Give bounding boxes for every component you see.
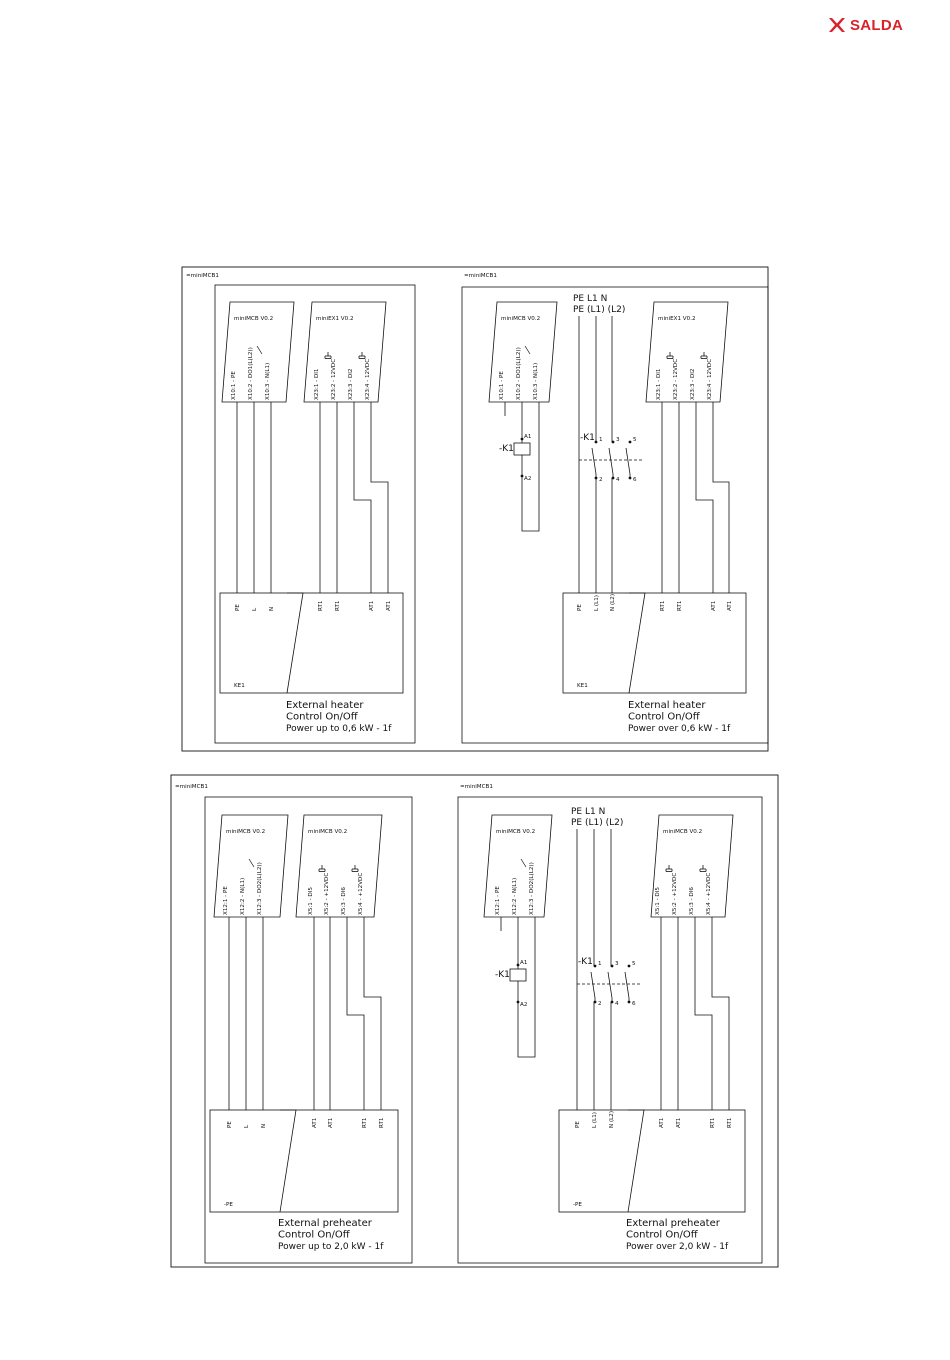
heater-split [280,1110,296,1212]
contact-blade [591,972,595,998]
contact-blade [609,448,613,474]
heater-id: KE1 [234,683,245,689]
contact-dot [628,965,631,968]
extension-pin-label: X23:1 - DI1 [656,368,662,400]
heater-terminal-label: N [261,1123,267,1128]
controller-pin-label: X12:2 - N(L1) [240,877,246,915]
contact-blade [626,448,630,474]
input-coil-symbol [352,865,358,872]
heater-terminal-label: N (L2) [610,593,616,611]
wiring-diagram-2 [462,273,768,743]
heater-terminal-label: AT1 [312,1117,318,1128]
heater-terminal-label: AT1 [727,600,733,611]
signal-wire [364,917,381,1110]
contact-label: 3 [615,961,619,967]
extension-pin-label: X5:2 - +12VDC [324,872,330,915]
output-contact [257,346,262,354]
output-contact [521,859,526,867]
caption-line: Control On/Off [278,1229,350,1241]
input-coil-symbol [701,352,707,359]
heater-terminal-label: RT1 [318,600,324,611]
input-coil-symbol [325,352,331,359]
heater-id: -PE [224,1202,233,1208]
extension-pin-label: X23:3 - DI2 [348,368,354,400]
heater-terminal-label: PE [577,604,583,611]
heater-terminal-label: AT1 [386,600,392,611]
controller-pin-label: X12:2 - N(L1) [512,877,518,915]
diagram-border [215,285,415,743]
caption-line: External preheater [626,1218,720,1229]
heater-terminal-label: AT1 [659,1117,665,1128]
heater-terminal-label: L (L1) [592,1112,598,1128]
wiring-diagram-3 [175,784,412,1263]
heater-terminal-label: PE [227,1121,233,1128]
heater-split [287,593,303,693]
extension-pin-label: X23:4 - 12VDC [707,358,713,400]
frame-label: =miniMCB1 [186,273,219,279]
extension-pin-label: X23:1 - DI1 [314,368,320,400]
diagram-border [458,797,762,1263]
extension-pin-label: X5:3 - DI6 [689,887,695,915]
relay-coil [510,969,526,981]
coil-terminal-label: A2 [524,476,532,482]
coil-terminal [521,438,524,441]
controller-pin-label: X10:1 - PE [499,371,505,400]
extension-pin-label: X23:4 - 12VDC [365,358,371,400]
brand-name: SALDA [850,16,904,34]
contact-label: 4 [615,1001,619,1007]
contact-label: 5 [632,961,636,967]
diagram-border [462,287,768,743]
contactor-name: -K1 [578,957,593,967]
caption-line: External preheater [278,1218,372,1229]
controller-pin-label: X12:1 - PE [495,886,501,915]
heater-terminal-label: N (L2) [609,1110,615,1128]
output-contact [525,346,530,354]
controller-pin-label: X10:2 - DO1(L(L2)) [248,347,254,400]
coil-return-wire [518,917,535,1057]
input-coil-symbol [319,865,325,872]
caption-line: External heater [628,700,706,711]
heater-block [559,1110,745,1212]
contact-label: 6 [632,1001,636,1007]
heater-terminal-label: PE [575,1121,581,1128]
signal-wire [712,917,729,1110]
heater-terminal-label: N [269,606,275,611]
controller-pin-label: X12:1 - PE [223,886,229,915]
frame-label: =miniMCB1 [460,784,493,790]
controller-pin-label: X10:3 - N(L1) [265,362,271,400]
coil-terminal [517,964,520,967]
input-coil-symbol [666,865,672,872]
extension-name: miniEX1 V0.2 [316,316,354,322]
input-coil-symbol [667,352,673,359]
extension-pin-label: X23:2 - 12VDC [673,358,679,400]
controller-name: miniMCB V0.2 [234,316,274,322]
heater-terminal-label: RT1 [677,600,683,611]
caption-line: External heater [286,700,364,711]
extension-pin-label: X5:4 - +12VDC [358,872,364,915]
extension-name: miniMCB V0.2 [308,829,348,835]
heater-id: -PE [573,1202,582,1208]
heater-split [628,1110,644,1212]
heater-block [220,593,403,693]
signal-wire [696,402,713,593]
caption-line: Power up to 0,6 kW - 1f [286,724,392,734]
heater-terminal-label: AT1 [711,600,717,611]
extension-pin-label: X5:3 - DI6 [341,887,347,915]
contact-label: 1 [598,961,602,967]
contact-label: 2 [598,1001,602,1007]
heater-terminal-label: AT1 [369,600,375,611]
controller-pin-label: X10:1 - PE [231,371,237,400]
heater-terminal-label: RT1 [660,600,666,611]
frame-label: =miniMCB1 [175,784,208,790]
supply-label: PE L1 N [573,294,608,304]
contact-label: 6 [633,477,637,483]
relay-name: -K1 [495,970,510,980]
heater-terminal-label: RT1 [335,600,341,611]
supply-label: PE (L1) (L2) [573,305,626,315]
bottom-sheet-frame [171,775,778,1267]
controller-name: miniMCB V0.2 [501,316,541,322]
caption-line: Power up to 2,0 kW - 1f [278,1242,384,1252]
controller-pin-label: X12:3 - DO2(L(L2)) [257,862,263,915]
contact-label: 5 [633,437,637,443]
controller-pin-label: X10:3 - N(L1) [533,362,539,400]
caption-line: Power over 2,0 kW - 1f [626,1242,729,1252]
contact-label: 1 [599,437,603,443]
caption-line: Power over 0,6 kW - 1f [628,724,731,734]
controller-name: miniMCB V0.2 [226,829,266,835]
signal-wire [371,402,388,593]
input-coil-symbol [700,865,706,872]
signal-wire [695,917,712,1110]
contact-label: 4 [616,477,620,483]
top-sheet-frame [182,267,768,751]
contact-dot [612,441,615,444]
extension-pin-label: X5:4 - +12VDC [706,872,712,915]
heater-terminal-label: AT1 [328,1117,334,1128]
input-coil-symbol [359,352,365,359]
heater-terminal-label: L [244,1124,250,1128]
output-contact [249,859,254,867]
contact-dot [629,441,632,444]
coil-terminal-label: A1 [524,434,532,440]
contact-blade [608,972,612,998]
contact-label: 2 [599,477,603,483]
extension-pin-label: X5:2 - +12VDC [672,872,678,915]
wiring-diagram-4 [458,784,762,1263]
heater-block [210,1110,398,1212]
heater-terminal-label: PE [235,604,241,611]
extension-name: miniEX1 V0.2 [658,316,696,322]
coil-terminal-label: A2 [520,1002,528,1008]
supply-label: PE L1 N [571,807,606,817]
heater-block [563,593,746,693]
heater-split [629,593,645,693]
controller-pin-label: X10:2 - DO1(L(L2)) [516,347,522,400]
controller-name: miniMCB V0.2 [496,829,536,835]
extension-pin-label: X23:2 - 12VDC [331,358,337,400]
contact-label: 3 [616,437,620,443]
contact-dot [595,441,598,444]
heater-terminal-label: L (L1) [594,595,600,611]
signal-wire [713,402,729,593]
signal-wire [347,917,364,1110]
coil-terminal-label: A1 [520,960,528,966]
heater-terminal-label: RT1 [710,1117,716,1128]
caption-line: Control On/Off [286,711,358,723]
coil-return-wire [522,402,539,531]
contact-blade [592,448,596,474]
contact-dot [611,965,614,968]
relay-name: -K1 [499,444,514,454]
heater-terminal-label: L [252,607,258,611]
caption-line: Control On/Off [628,711,700,723]
contactor-name: -K1 [580,433,595,443]
heater-terminal-label: RT1 [727,1117,733,1128]
signal-wire [354,402,371,593]
heater-id: KE1 [577,683,588,689]
heater-terminal-label: RT1 [379,1117,385,1128]
extension-pin-label: X5:1 - DI5 [655,887,661,915]
heater-terminal-label: RT1 [362,1117,368,1128]
extension-pin-label: X23:3 - DI2 [690,368,696,400]
heater-terminal-label: AT1 [676,1117,682,1128]
contact-blade [625,972,629,998]
extension-pin-label: X5:1 - DI5 [308,887,314,915]
controller-pin-label: X12:3 - DO2(L(L2)) [529,862,535,915]
contact-dot [594,965,597,968]
extension-name: miniMCB V0.2 [663,829,703,835]
supply-label: PE (L1) (L2) [571,818,624,828]
frame-label: =miniMCB1 [464,273,497,279]
wiring-diagram-1 [186,273,415,743]
relay-coil [514,443,530,455]
caption-line: Control On/Off [626,1229,698,1241]
